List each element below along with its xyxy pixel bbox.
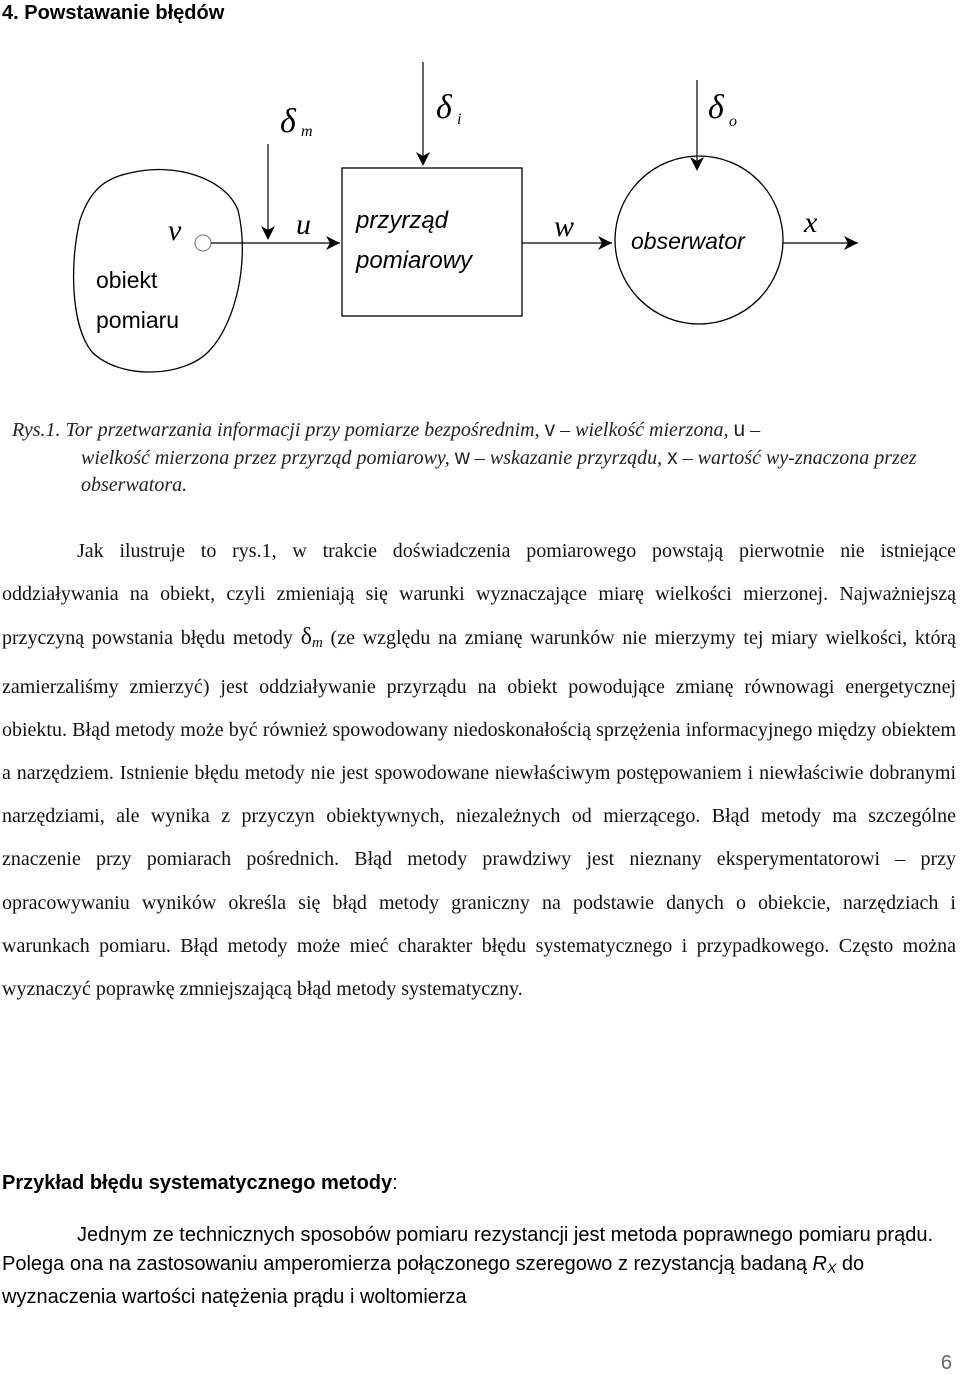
instrument-box <box>342 168 522 316</box>
example-paragraph: Jednym ze technicznych sposobów pomiaru rezystancji jest metoda poprawnego pomiaru prądu. Polega ona na zastosowaniu amperomierza połączonego szeregowo z rezystancją badaną $R_X$ do wyznaczenia wartości natężenia prądu i woltomierza <box>2 1224 934 1308</box>
section-heading: 4. Powstawanie błędów <box>2 2 225 24</box>
x-label: x <box>804 206 818 239</box>
page-number: 6 <box>940 1352 952 1374</box>
delta-i-subscript: i <box>457 111 462 128</box>
delta-m-symbol: δ <box>280 103 296 140</box>
body-paragraph: Jak ilustruje to rys.1, w trakcie doświadczenia pomiarowego powstają pierwotnie nie istniejące oddziaływania na obiekt, czyli zmieniają się warunki wyznaczające miarę wielkości mierzonej. Najważniejszą przyczyną powstania błędu metody $\delta_m$ (ze względu na zmianę warunków nie mierzymy tej miary wielkości, którą zamierzaliśmy zmierzyć) jest oddziaływanie przyrządu na obiekt powodujące zmianę równowagi energetycznej obiektu. Błąd metody może być również spowodowany niedoskonałością sprzężenia informacyjnego między obiektem a narzędziem. Istnienie błędu metody nie jest spowodowane niewłaściwym postępowaniem i niewłaściwie dobranymi narzędziami, ale wynika z przyczyn obiektywnych, niezależnych od mierzącego. Błąd metody ma szczególne znaczenie przy pomiarach pośrednich. Błąd metody prawdziwy jest nieznany eksperymentatorowi – przy opracowywaniu wyników określa się błąd metody graniczny na podstawie danych o obiekcie, narzędziach i warunkach pomiaru. Błąd metody może mieć charakter błędu systematycznego i przypadkowego. Często można wyznaczyć poprawkę zmniejszającą błąd metody systematyczny. <box>2 540 957 1001</box>
object-output-point <box>195 235 211 251</box>
measurement-path-diagram <box>0 60 960 380</box>
delta-i-symbol: δ <box>436 89 452 126</box>
caption-label: Rys.1. <box>12 419 61 441</box>
object-label-line1: obiekt <box>96 267 158 293</box>
object-label-line2: pomiaru <box>96 307 180 333</box>
delta-o-symbol: δ <box>708 89 724 126</box>
v-label: v <box>168 214 182 247</box>
figure-caption: Rys.1. Tor przetwarzania informacji przy pomiarze bezpośrednim, v – wielkość mierzona, u – wielkość mierzona przez przyrząd pomiarowy, w – wskazanie przyrządu, x – wartość wy-znaczona przez obserwatora. <box>12 418 917 496</box>
delta-o-subscript: o <box>729 113 737 130</box>
instrument-label-line2: pomiarowy <box>356 247 473 274</box>
delta-m-subscript: m <box>301 123 313 140</box>
instrument-label-line1: przyrząd <box>356 207 449 234</box>
observer-label: obserwator <box>631 228 745 254</box>
u-label: u <box>296 208 311 241</box>
delta-m-symbol-inline: δ <box>300 624 312 651</box>
example-title: Przykład błędu systematycznego metody: <box>2 1172 398 1194</box>
w-label: w <box>554 210 575 243</box>
